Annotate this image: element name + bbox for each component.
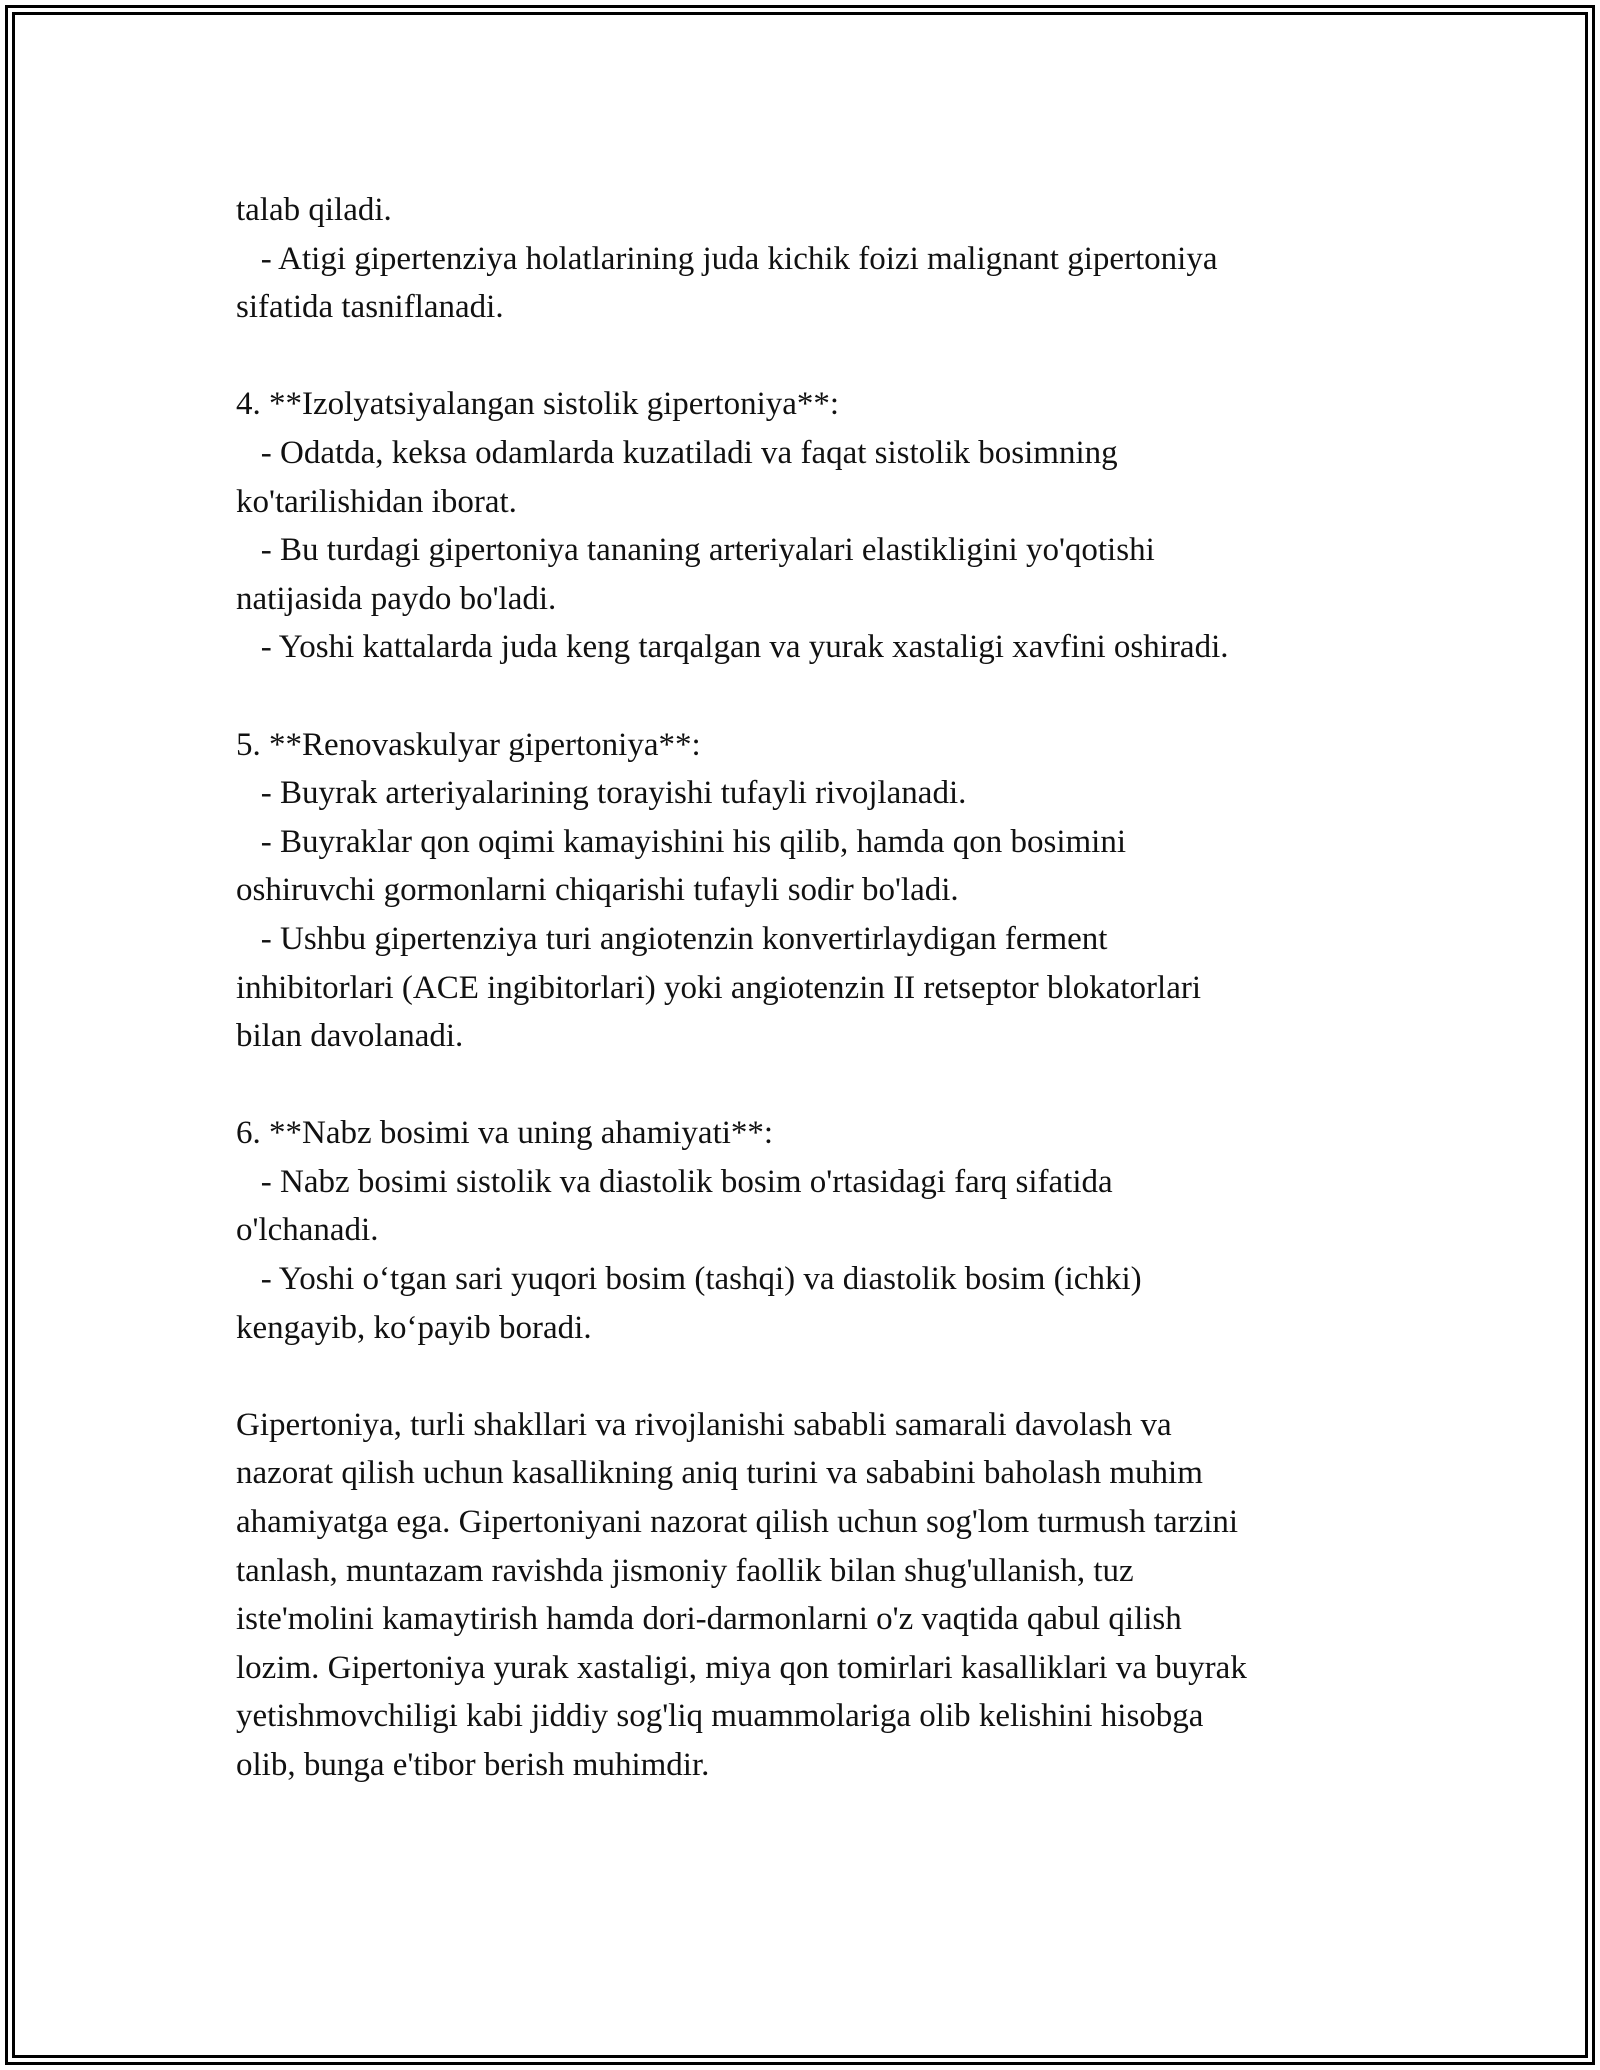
text-line: talab qiladi. [236,192,392,228]
text-line: oshiruvchi gormonlarni chiqarishi tufayli sodir bo'ladi. [236,872,959,909]
section-heading: 4. **Izolyatsiyalangan sistolik gipertoniya**: [236,386,840,423]
text-line: bilan davolanadi. [236,1018,464,1055]
blank-line [236,332,1416,381]
section-heading: 5. **Renovaskulyar gipertoniya**: [236,726,701,763]
text-line: sifatida tasniflanadi. [236,289,504,326]
text-line: - Buyrak arteriyalarining torayishi tufayli rivojlanadi. [236,775,967,812]
conclusion-line: iste'molini kamaytirish hamda dori-darmonlarni o'z vaqtida qabul qilish [236,1601,1182,1638]
text-line: natijasida paydo bo'ladi. [236,580,557,617]
text-line: - Yoshi o‘tgan sari yuqori bosim (tashqi) va diastolik bosim (ichki) [236,1261,1142,1298]
blank-line [236,1061,1416,1110]
conclusion-line: ahamiyatga ega. Gipertoniyani nazorat qilish uchun sog'lom turmush tarzini [236,1504,1239,1541]
conclusion-line: yetishmovchiligi kabi jiddiy sog'liq muammolariga olib kelishini hisobga [236,1698,1204,1735]
text-line: - Bu turdagi gipertoniya tananing arteriyalari elastikligini yo'qotishi [236,532,1155,569]
text-line: ko'tarilishidan iborat. [236,483,517,520]
text-line: o'lchanadi. [236,1212,379,1249]
conclusion-line: olib, bunga e'tibor berish muhimdir. [236,1747,710,1783]
section-heading: 6. **Nabz bosimi va uning ahamiyati**: [236,1115,774,1152]
text-line: - Odatda, keksa odamlarda kuzatiladi va faqat sistolik bosimning [236,434,1118,471]
document-body [236,186,1416,1790]
conclusion-line: Gipertoniya, turli shakllari va rivojlanishi sababli samarali davolash va [236,1406,1172,1443]
text-line: - Yoshi kattalarda juda keng tarqalgan va yurak xastaligi xavfini oshiradi. [236,629,1229,666]
conclusion-line: lozim. Gipertoniya yurak xastaligi, miya qon tomirlari kasalliklari va buyrak [236,1649,1247,1686]
blank-line [236,672,1416,721]
text-line: - Nabz bosimi sistolik va diastolik bosim o'rtasidagi farq sifatida [236,1163,1113,1200]
text-line: - Buyraklar qon oqimi kamayishini his qilib, hamda qon bosimini [236,823,1127,860]
text-line: - Ushbu gipertenziya turi angiotenzin konvertirlaydigan ferment [236,920,1108,957]
text-line: kengayib, ko‘payib boradi. [236,1309,592,1346]
text-line: inhibitorlari (ACE ingibitorlari) yoki angiotenzin II retseptor blokatorlari [236,969,1201,1006]
text-line: - Atigi gipertenziya holatlarining juda kichik foizi malignant gipertoniya [236,240,1218,277]
conclusion-line: nazorat qilish uchun kasallikning aniq turini va sababini baholash muhim [236,1455,1203,1492]
blank-line [236,1352,1416,1401]
conclusion-line: tanlash, muntazam ravishda jismoniy faollik bilan shug'ullanish, tuz [236,1552,1134,1589]
